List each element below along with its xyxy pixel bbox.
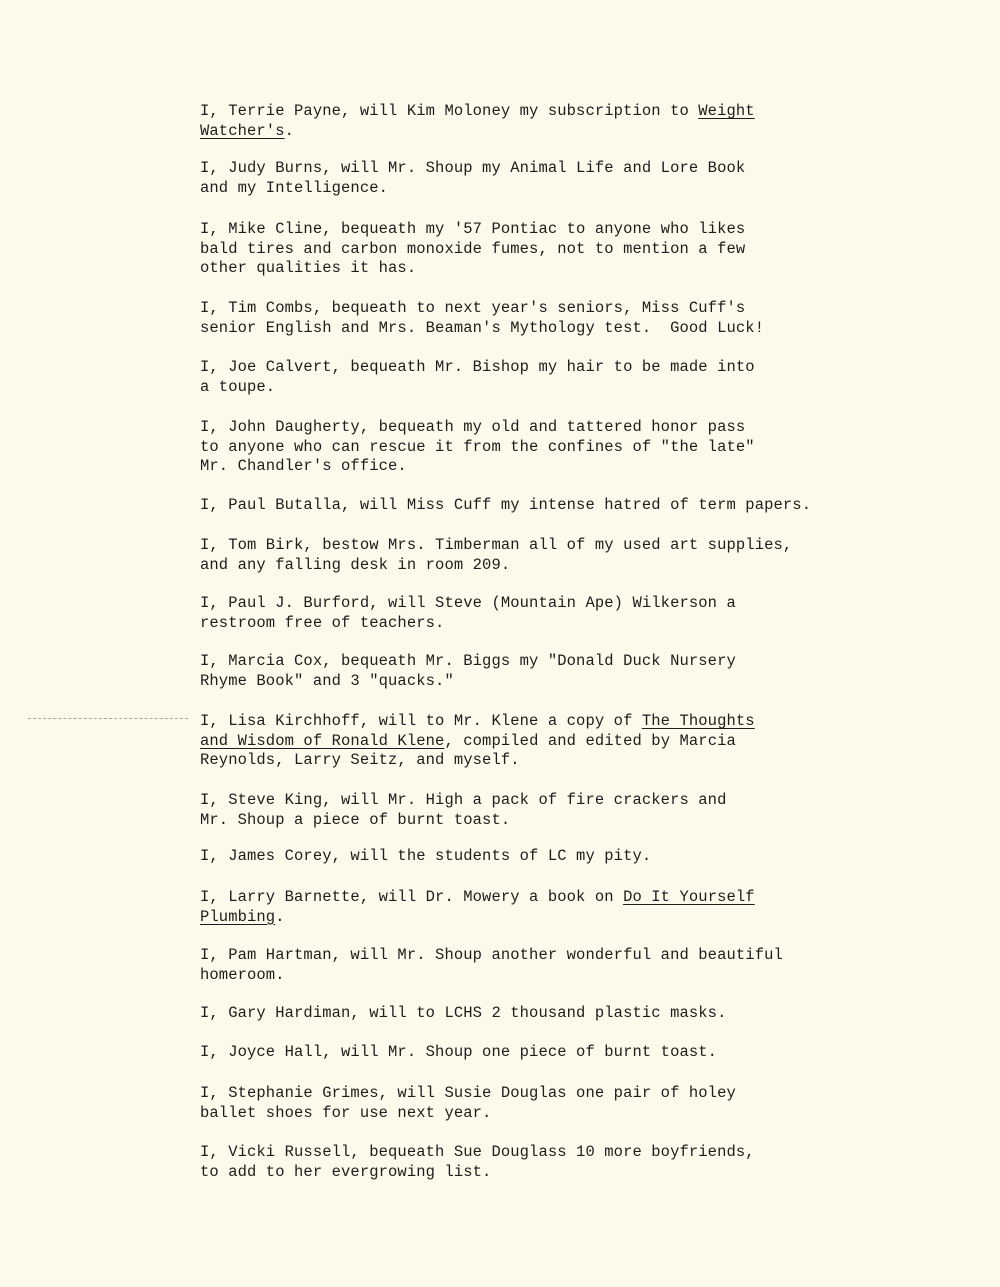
- will-entry: [200, 946, 783, 985]
- entry-line: [200, 751, 755, 771]
- line-text: homeroom.: [200, 965, 285, 984]
- will-entry: [200, 220, 745, 279]
- line-text: Mr. Chandler's office.: [200, 457, 407, 475]
- will-entry: [200, 536, 792, 575]
- entry-line: [200, 594, 736, 614]
- entry-line: [200, 672, 736, 692]
- will-entry: [200, 888, 755, 927]
- will-entry: [200, 418, 755, 477]
- will-entry: [200, 1143, 755, 1182]
- line-text: , compiled and edited by Marcia: [444, 731, 736, 750]
- entry-line: [200, 438, 755, 458]
- entry-line: [200, 888, 755, 908]
- entry-line: [200, 496, 811, 516]
- entry-line: [200, 378, 755, 398]
- line-text: I, John Daugherty, bequeath my old and tattered honor pass: [200, 418, 746, 436]
- will-entry: [200, 1004, 726, 1024]
- entry-line: [200, 1104, 736, 1124]
- line-text: I, Joyce Hall, will Mr. Shoup one piece of burnt toast.: [200, 1043, 718, 1061]
- line-text: .: [284, 121, 295, 140]
- underlined-title: and Wisdom of Ronald Klene: [200, 731, 445, 750]
- line-text: restroom free of teachers.: [200, 613, 445, 632]
- entry-line: [200, 946, 783, 966]
- line-text: and my Intelligence.: [200, 178, 389, 197]
- line-text: to anyone who can rescue it from the confines of "the late": [200, 437, 755, 456]
- will-entry: [200, 299, 764, 338]
- line-text: I, Larry Barnette, will Dr. Mowery a book on: [200, 888, 624, 906]
- entry-line: [200, 418, 755, 438]
- underlined-title: The Thoughts: [641, 712, 755, 730]
- will-entry: [200, 594, 736, 633]
- entry-line: [200, 712, 755, 732]
- will-entry: [200, 1084, 736, 1123]
- entry-line: [200, 259, 745, 279]
- line-text: I, Mike Cline, bequeath my '57 Pontiac to anyone who likes: [200, 220, 746, 238]
- entry-line: [200, 536, 792, 556]
- line-text: I, Paul Butalla, will Miss Cuff my intense hatred of term papers.: [200, 496, 812, 514]
- entry-line: [200, 556, 792, 576]
- underlined-title: Weight: [698, 102, 755, 120]
- line-text: I, Vicki Russell, bequeath Sue Douglass 10 more boyfriends,: [200, 1143, 755, 1161]
- entry-line: [200, 179, 745, 199]
- entry-line: [200, 159, 745, 179]
- will-entry: [200, 358, 755, 397]
- entry-line: [200, 908, 755, 928]
- entry-line: [200, 122, 755, 142]
- entry-line: [200, 358, 755, 378]
- entry-line: [200, 652, 736, 672]
- will-entry: [200, 496, 811, 516]
- line-text: I, Stephanie Grimes, will Susie Douglas one pair of holey: [200, 1084, 736, 1102]
- line-text: I, Paul J. Burford, will Steve (Mountain Ape) Wilkerson a: [200, 594, 736, 612]
- line-text: other qualities it has.: [200, 259, 417, 277]
- will-entry: [200, 159, 745, 198]
- will-entry: [200, 712, 755, 771]
- line-text: .: [275, 907, 285, 926]
- stray-dash-mark: [28, 718, 188, 719]
- line-text: Rhyme Book" and 3 "quacks.": [200, 671, 454, 690]
- underlined-title: Watcher's: [200, 121, 285, 140]
- will-entry: [200, 102, 755, 141]
- line-text: I, Tom Birk, bestow Mrs. Timberman all of my used art supplies,: [200, 536, 793, 554]
- line-text: I, Judy Burns, will Mr. Shoup my Animal Life and Lore Book: [200, 159, 746, 177]
- line-text: senior English and Mrs. Beaman's Mythology test. Good Luck!: [200, 318, 765, 337]
- line-text: I, Gary Hardiman, will to LCHS 2 thousand plastic masks.: [200, 1004, 727, 1022]
- line-text: I, James Corey, will the students of LC my pity.: [200, 847, 652, 865]
- entry-line: [200, 240, 745, 260]
- line-text: bald tires and carbon monoxide fumes, not to mention a few: [200, 239, 746, 258]
- will-entry: [200, 791, 726, 830]
- line-text: and any falling desk in room 209.: [200, 555, 511, 574]
- line-text: Mr. Shoup a piece of burnt toast.: [200, 810, 511, 829]
- entry-line: [200, 220, 745, 240]
- line-text: I, Steve King, will Mr. High a pack of fire crackers and: [200, 791, 727, 809]
- line-text: I, Tim Combs, bequeath to next year's seniors, Miss Cuff's: [200, 299, 746, 317]
- will-entry: [200, 847, 651, 867]
- line-text: I, Lisa Kirchhoff, will to Mr. Klene a copy of: [200, 712, 642, 730]
- entry-line: [200, 299, 764, 319]
- entry-line: [200, 1043, 717, 1063]
- entry-line: [200, 457, 755, 477]
- entry-line: [200, 1163, 755, 1183]
- line-text: to add to her evergrowing list.: [200, 1162, 492, 1181]
- line-text: I, Marcia Cox, bequeath Mr. Biggs my "Donald Duck Nursery: [200, 652, 736, 670]
- will-entry: [200, 1043, 717, 1063]
- line-text: I, Pam Hartman, will Mr. Shoup another wonderful and beautiful: [200, 946, 783, 964]
- line-text: Reynolds, Larry Seitz, and myself.: [200, 751, 520, 769]
- entry-line: [200, 319, 764, 339]
- entry-line: [200, 966, 783, 986]
- entry-line: [200, 1143, 755, 1163]
- entry-line: [200, 102, 755, 122]
- entry-line: [200, 811, 726, 831]
- entry-line: [200, 1004, 726, 1024]
- underlined-title: Plumbing: [200, 907, 276, 926]
- entry-line: [200, 1084, 736, 1104]
- line-text: a toupe.: [200, 377, 276, 396]
- entry-line: [200, 791, 726, 811]
- entry-line: [200, 732, 755, 752]
- line-text: I, Terrie Payne, will Kim Moloney my subscription to: [200, 102, 699, 120]
- line-text: ballet shoes for use next year.: [200, 1103, 492, 1122]
- underlined-title: Do It Yourself: [623, 888, 755, 906]
- entry-line: [200, 614, 736, 634]
- line-text: I, Joe Calvert, bequeath Mr. Bishop my hair to be made into: [200, 358, 755, 376]
- entry-line: [200, 847, 651, 867]
- will-entry: [200, 652, 736, 691]
